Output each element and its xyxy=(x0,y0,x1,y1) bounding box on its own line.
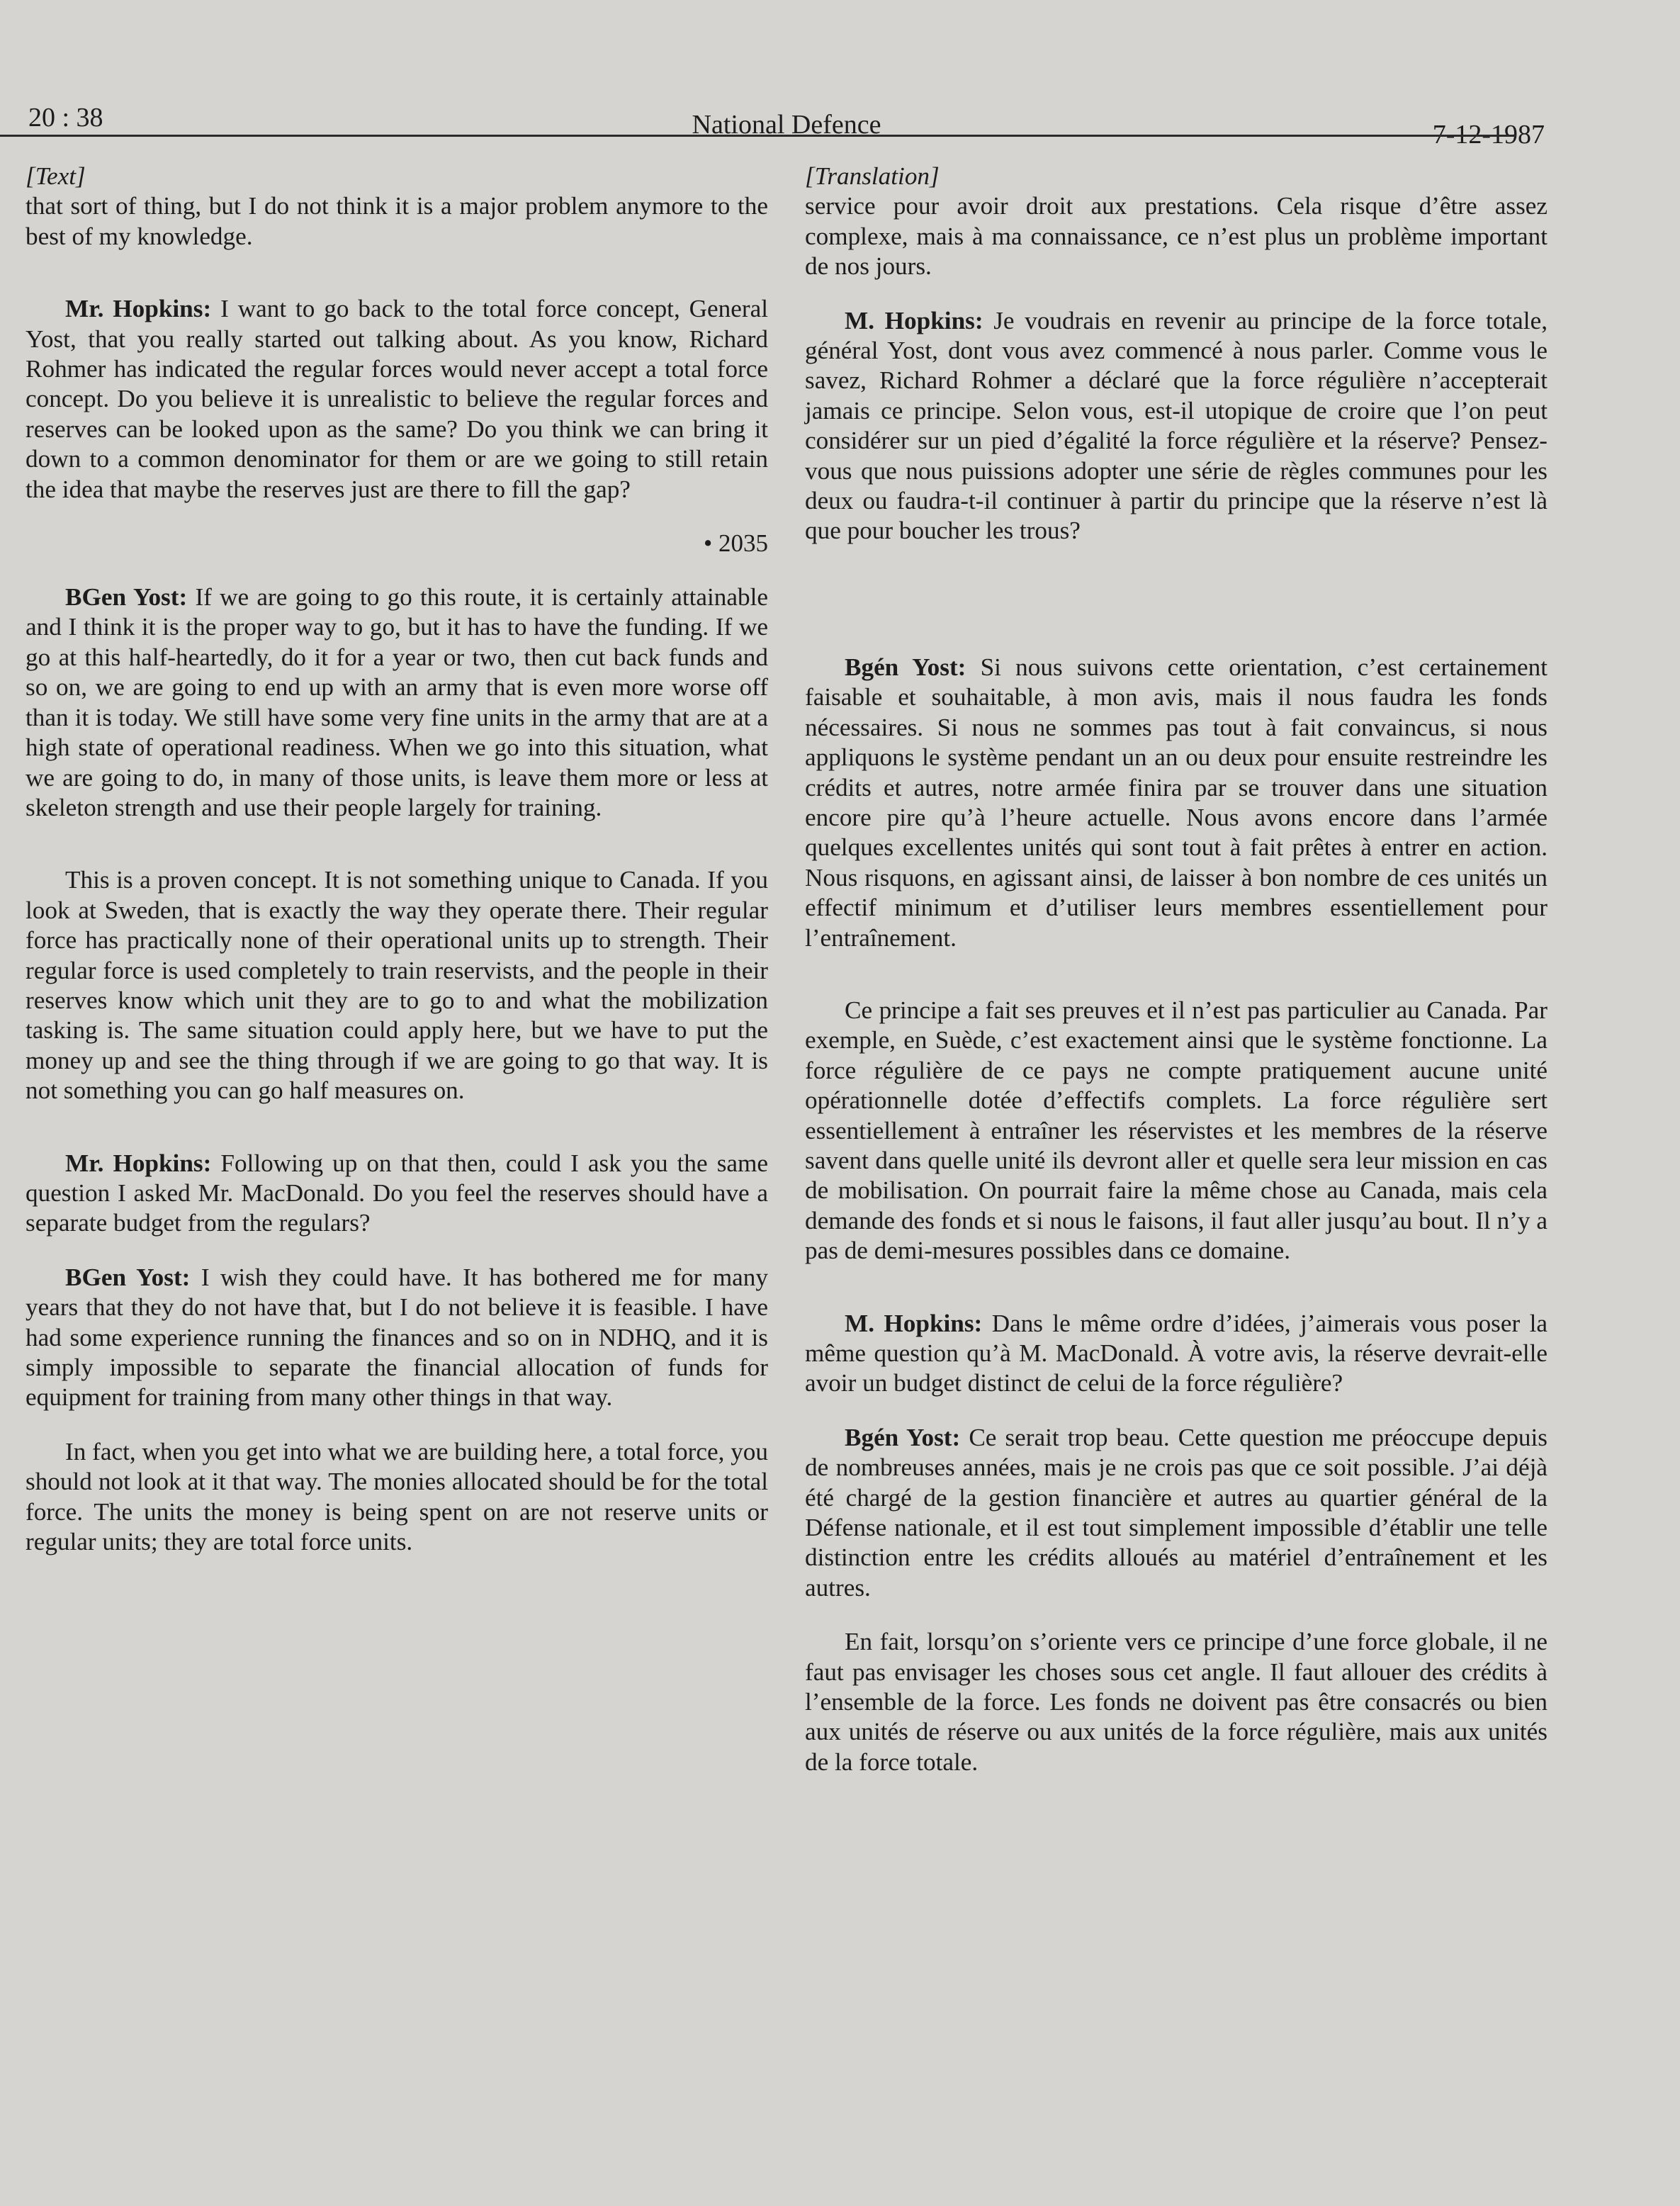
running-title: National Defence xyxy=(692,110,881,140)
speaker-name: Bgén Yost: xyxy=(845,1423,961,1451)
paragraph-text: Dans le même ordre d’idées, j’aimerais vous poser la même question qu’à M. MacDonald. À votre avis, la réserve devrait-elle avoir un budget distinct de celui de la force régulière? xyxy=(805,1309,1548,1397)
paragraph xyxy=(26,1149,768,1239)
paragraph-text: I wish they could have. It has bothered me for many years that they do not have that, but I do not believe it is feasible. I have had some experience running the finances and so on in NDHQ, and it is simply impossible to separate the financial allocation of funds for equipment for training from many other things in that way. xyxy=(26,1263,768,1412)
speaker-name: Bgén Yost: xyxy=(845,653,966,681)
speaker-name: BGen Yost: xyxy=(65,583,188,612)
paragraph: Ce principe a fait ses preuves et il n’est pas particulier au Canada. Par exemple, en Suède, c’est exactement ainsi que le système fonctionne. La force régulière de ce pays ne compte pratiquement aucune unité opérationnelle dotée d’effectifs complets. La force régulière sert essentiellement à entraîner les réservistes et les membres de la réserve savent dans quelle unité ils devront aller et quelle sera leur mission en cas de mobilisation. On pourrait faire la même chose au Canada, mais cela demande des fonds et si nous le faisons, il faut aller jusqu’au bout. Il n’y a pas de demi-mesures possibles dans ce domaine. xyxy=(805,996,1547,1265)
continuation-paragraph: service pour avoir droit aux prestations. Cela risque d’être assez complexe, mais à ma connaissance, ce n’est plus un problème important de nos jours. xyxy=(805,192,1547,281)
paragraph: In fact, when you get into what we are building here, a total force, you should not look at it that way. The monies allocated should be for the total force. The units the money is being spent on are not reserve units or regular units; they are total force units. xyxy=(26,1437,768,1556)
paragraph-text: Following up on that then, could I ask you the same question I asked Mr. MacDonald. Do you feel the reserves should have a separate budget from the regulars? xyxy=(26,1149,768,1237)
paragraph-text: I want to go back to the total force concept, General Yost, that you really started out talking about. As you know, Richard Rohmer has indicated the regular forces would never accept a total force concept. Do you believe it is unrealistic to believe the regular forces and reserves can be looked upon as the same? Do you think we can bring it down to a common denominator for them or are we going to still retain the idea that maybe the reserves just are there to fill the gap? xyxy=(26,295,769,503)
paragraph-text: Je voudrais en revenir au principe de la force totale, général Yost, dont vous avez commencé à nous parler. Comme vous le savez, Richard Rohmer a déclaré que la force régulière n’accepterait jamais ce principe. Selon vous, est-il utopique de croire que l’on peut considérer sur un pied d’égalité la force régulière et la réserve? Pensez-vous que nous puissions adopter une série de règles communes pour les deux ou faudra-t-il continuer à partir du principe que la réserve n’est là que pour boucher les trous? xyxy=(805,306,1547,545)
paragraph-text: If we are going to go this route, it is certainly attainable and I think it is the proper way to go, but it has to have the funding. If we go at this half-heartedly, do it for a year or two, then cut back funds and so on, we are going to end up with an army that is even more worse off than it is today. We still have some very fine units in the army that are at a high state of operational readiness. When we go into this situation, what we are going to do, in many of those units, is leave them more or less at skeleton strength and use their people largely for training. xyxy=(26,583,769,821)
paragraph-text: Ce serait trop beau. Cette question me préoccupe depuis de nombreuses années, mais je ne crois pas que ce soit possible. J’ai déjà été chargé de la gestion financière et autres au quartier général de la Défense nationale, et il est tout simplement impossible d’établir une telle distinction entre les crédits alloués au matériel d’entraînement et les autres. xyxy=(805,1423,1547,1602)
paragraph xyxy=(805,653,1547,953)
paragraph: En fait, lorsqu’on s’oriente vers ce principe d’une force globale, il ne faut pas envisager les choses sous cet angle. Il faut allouer des crédits à l’ensemble de la force. Les fonds ne doivent pas être consacrés ou bien aux unités de réserve ou aux unités de la force régulière, mais aux unités de la force totale. xyxy=(805,1628,1547,1776)
speaker-name: BGen Yost: xyxy=(65,1263,191,1291)
speaker-name: Mr. Hopkins: xyxy=(65,295,212,323)
speaker-name: M. Hopkins: xyxy=(845,1309,983,1337)
column-label: [Text] xyxy=(26,162,86,190)
paragraph xyxy=(26,294,768,505)
paragraph-text: Si nous suivons cette orientation, c’est certainement faisable et souhaitable, à mon avis, mais il nous faudra les fonds nécessaires. Si nous ne sommes pas tout à fait convaincus, si nous appliquons le système pendant un an ou deux pour ensuite restreindre les crédits et autres, notre armée finira par se trouver dans une situation encore pire qu’à l’heure actuelle. Nous avons encore dans l’armée quelques excellentes unités qui sont tout à fait prêtes à entrer en action. Nous risquons, en agissant ainsi, de laisser à bon nombre de ces unités un effectif minimum et d’utiliser leurs membres essentiellement pour l’entraînement. xyxy=(805,653,1547,952)
column-label: [Translation] xyxy=(805,162,940,190)
paragraph xyxy=(26,1263,768,1413)
continuation-paragraph: that sort of thing, but I do not think it is a major problem anymore to the best of my knowledge. xyxy=(26,192,768,250)
speaker-name: Mr. Hopkins: xyxy=(65,1149,212,1177)
english-column xyxy=(26,162,768,1557)
time-marker: • 2035 xyxy=(703,529,768,558)
header-date: 7-12-1987 xyxy=(1432,120,1545,150)
paragraph xyxy=(805,1309,1547,1399)
paragraph xyxy=(26,583,768,823)
french-column xyxy=(805,162,1547,1777)
paragraph xyxy=(805,306,1547,546)
speaker-name: M. Hopkins: xyxy=(845,306,983,334)
paragraph xyxy=(805,1423,1547,1603)
page-number: 20 : 38 xyxy=(28,103,103,133)
paragraph: This is a proven concept. It is not something unique to Canada. If you look at Sweden, that is exactly the way they operate there. Their regular force has practically none of their operational units up to strength. Their regular force is used completely to train reservists, and the people in their reserves know which unit they are to go to and what the mobilization tasking is. The same situation could apply here, but we have to put the money up and see the thing through if we are going to go that way. It is not something you can go half measures on. xyxy=(26,866,768,1105)
header-rule xyxy=(0,135,1516,137)
